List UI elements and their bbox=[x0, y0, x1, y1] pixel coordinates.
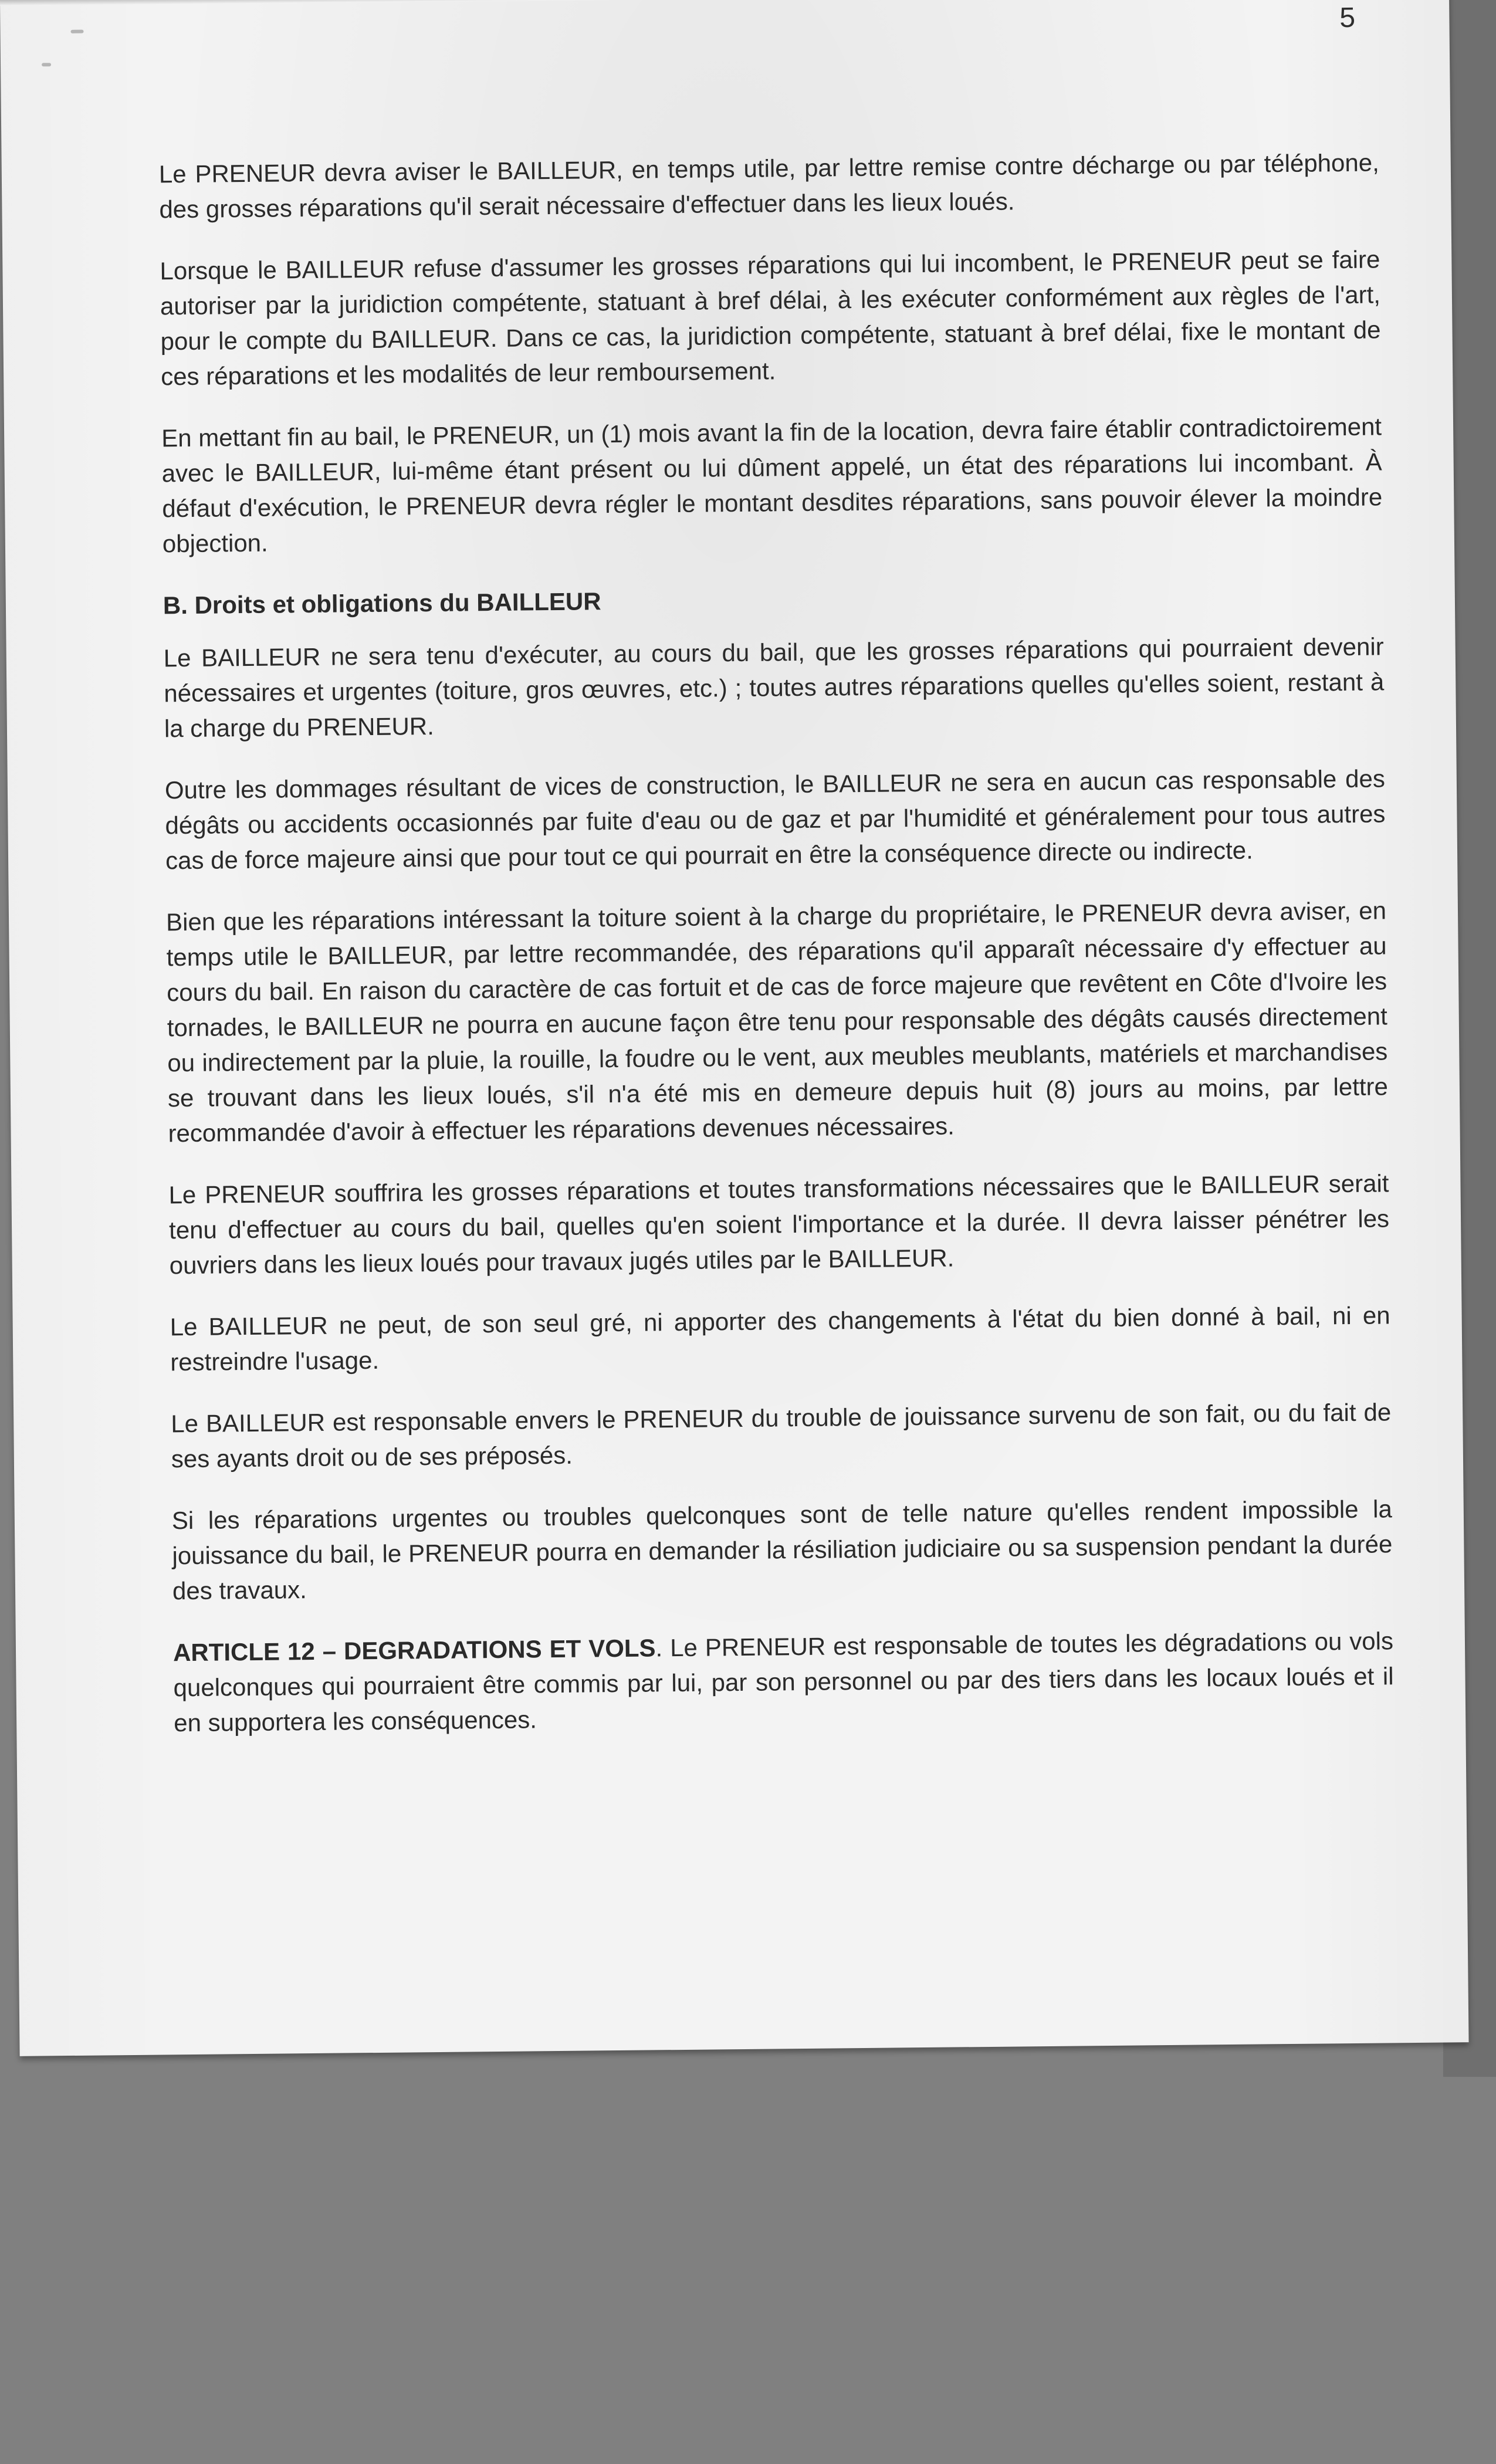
paragraph: En mettant fin au bail, le PRENEUR, un (1) mois avant la fin de la location, devra faire établir contradictoirement avec le BAILLEUR, lui-même étant présent ou lui dûment appelé, un état des réparations lui incombant. À défaut d'exécution, le PRENEUR devra régler le montant desdites réparations, sans pouvoir élever la moindre objection. bbox=[161, 412, 1383, 558]
paragraph: Le BAILLEUR ne peut, de son seul gré, ni apporter des changements à l'état du bien donné à bail, ni en restreindre l'usage. bbox=[170, 1301, 1390, 1376]
page-number: 5 bbox=[1339, 2, 1356, 34]
article-heading: ARTICLE 12 – DEGRADATIONS ET VOLS bbox=[172, 1634, 656, 1667]
paragraph: Lorsque le BAILLEUR refuse d'assumer les grosses réparations qui lui incombent, le PRENEUR peut se faire autoriser par la juridiction compétente, statuant à bref délai, à les exécuter conformément aux règles de l'art, pour le compte du BAILLEUR. Dans ce cas, la juridiction compétente, statuant à bref délai, fixe le montant de ces réparations et les modalités de leur remboursement. bbox=[160, 245, 1381, 391]
paragraph: Si les réparations urgentes ou troubles quelconques sont de telle nature qu'elles rendent impossible la jouissance du bail, le PRENEUR pourra en demander la résiliation judiciaire ou sa suspension pendant la durée des travaux. bbox=[171, 1495, 1393, 1605]
paragraph: Le BAILLEUR est responsable envers le PRENEUR du trouble de jouissance survenu de son fait, ou du fait de ses ayants droit ou de ses préposés. bbox=[171, 1398, 1392, 1473]
paragraph: Le PRENEUR souffrira les grosses réparations et toutes transformations nécessaires que le BAILLEUR serait tenu d'effectuer au cours du bail, quelles qu'en soient l'importance et la durée. Il devra laisser pénétrer les ouvriers dans les lieux loués pour travaux jugés utiles par le BAILLEUR. bbox=[168, 1169, 1390, 1280]
document-body bbox=[159, 145, 1395, 1767]
paragraph: Bien que les réparations intéressant la toiture soient à la charge du propriétaire, le PRENEUR devra aviser, en temps utile le BAILLEUR, par lettre recommandée, des réparations qu'il apparaît nécessaire d'y effectuer au cours du bail. En raison du caractère de cas fortuit et de cas de force majeure que revêtent en Côte d'Ivoire les tornades, le BAILLEUR ne pourra en aucune façon être tenu pour responsable des dégâts causés directement ou indirectement par la pluie, la rouille, la foudre ou le vent, aux meubles meublants, matériels et marchandises se trouvant dans les lieux loués, s'il n'a été mis en demeure depuis huit (8) jours au moins, par lettre recommandée d'avoir à effectuer les réparations devenues nécessaires. bbox=[165, 896, 1389, 1148]
scan-mark bbox=[70, 30, 83, 33]
page-top-edge bbox=[0, 0, 1449, 6]
article-paragraph bbox=[173, 1623, 1395, 1741]
paragraph: Le PRENEUR devra aviser le BAILLEUR, en temps utile, par lettre remise contre décharge ou par téléphone, des grosses réparations qu'il serait nécessaire d'effectuer dans les lieux loués. bbox=[158, 148, 1379, 224]
paragraph: Le BAILLEUR ne sera tenu d'exécuter, au cours du bail, que les grosses réparations qui pourraient devenir nécessaires et urgentes (toiture, gros œuvres, etc.) ; toutes autres réparations quelles qu'elles soient, restant à la charge du PRENEUR. bbox=[163, 632, 1385, 743]
scan-mark bbox=[42, 63, 51, 66]
article-text: . Le PRENEUR est responsable de toutes les dégradations ou vols quelconques qui pourraient être commis par lui, par son personnel ou par des tiers dans les locaux loués et il en supportera les conséquences. bbox=[173, 1627, 1394, 1737]
section-heading: B. Droits et obligations du BAILLEUR bbox=[163, 587, 601, 620]
paragraph: Outre les dommages résultant de vices de construction, le BAILLEUR ne sera en aucun cas responsable des dégâts ou accidents occasionnés par fuite d'eau ou de gaz et par l'humidité et généralement pour tous autres cas de force majeure ainsi que pour tout ce qui pourrait en être la conséquence directe ou indirecte. bbox=[164, 764, 1386, 875]
